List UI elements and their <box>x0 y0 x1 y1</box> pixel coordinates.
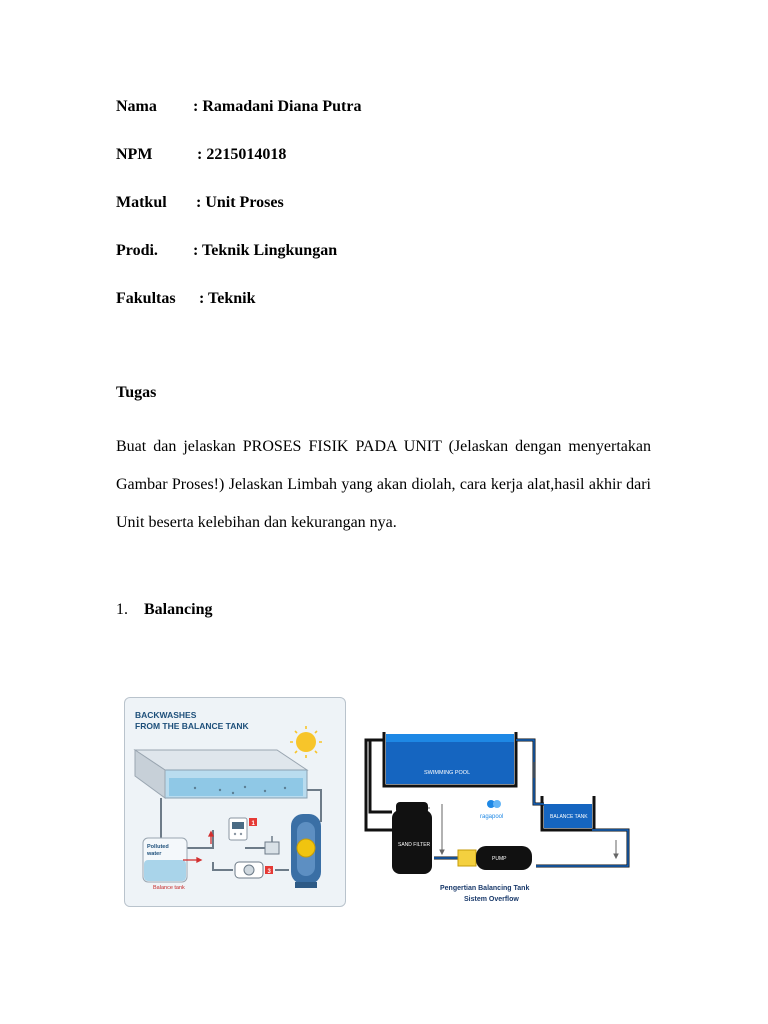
name-value: : Ramadani Diana Putra <box>193 98 362 115</box>
figure1-title-line2: FROM THE BALANCE TANK <box>135 721 249 731</box>
polluted-water-label-1: Polluted <box>147 844 169 850</box>
svg-text:3: 3 <box>267 869 271 875</box>
polluted-water-label-2: water <box>147 851 162 857</box>
valve-icon <box>265 836 279 854</box>
prodi-label: Prodi. <box>116 242 158 259</box>
pump-icon <box>235 862 263 878</box>
section-1-number: 1. <box>116 601 128 618</box>
fakultas-row <box>116 289 255 309</box>
badge-3 <box>265 866 273 875</box>
npm-value: : 2215014018 <box>197 146 287 163</box>
npm-row <box>116 145 286 165</box>
prodi-value: : Teknik Lingkungan <box>193 242 338 259</box>
svg-text:1: 1 <box>251 821 255 827</box>
task-heading: Tugas <box>116 384 157 401</box>
sand-filter-icon <box>392 802 432 874</box>
pool-illustration <box>135 750 307 798</box>
ragapool-logo <box>480 800 503 820</box>
logo-text: ragapool <box>480 814 504 820</box>
fakultas-value: : Teknik <box>199 290 256 307</box>
prodi-row <box>116 241 337 261</box>
matkul-row <box>116 193 284 213</box>
npm-label: NPM <box>116 146 153 163</box>
balance-tank-icon <box>542 796 594 830</box>
swimming-pool-icon <box>384 732 516 786</box>
section-1-heading <box>116 601 212 619</box>
figure-backwash-balance-tank <box>124 697 346 907</box>
figure-balancing-tank-overflow <box>358 730 640 912</box>
pump-label: PUMP <box>492 856 507 862</box>
fakultas-label: Fakultas <box>116 290 176 307</box>
section-1-title: Balancing <box>144 601 213 618</box>
matkul-label: Matkul <box>116 194 167 211</box>
name-row <box>116 97 361 117</box>
balance-tank-caption: Balance tank <box>153 885 185 891</box>
figure2-caption-line1: Pengertian Balancing Tank <box>440 885 530 892</box>
control-panel-icon <box>229 818 247 840</box>
swimming-pool-label: SWIMMING POOL <box>424 770 471 776</box>
sun-icon <box>290 726 322 758</box>
figure1-title-line1: BACKWASHES <box>135 710 197 720</box>
sand-filter-icon <box>291 814 321 888</box>
overflow-diagram <box>358 730 640 912</box>
backwash-diagram <box>125 698 345 906</box>
name-label: Nama <box>116 98 157 115</box>
balance-tank-label: BALANCE TANK <box>550 814 588 820</box>
badge-1 <box>249 818 257 827</box>
matkul-value: : Unit Proses <box>196 194 284 211</box>
task-body: Buat dan jelaskan PROSES FISIK PADA UNIT (Jelaskan dengan menyertakan Gambar Proses!) Jelaskan Limbah yang akan diolah, cara kerja alat,hasil akhir dari Unit beserta kelebihan dan kekurangan nya. <box>116 438 651 531</box>
sand-filter-label: SAND FILTER <box>398 842 431 848</box>
figure2-caption-line2: Sistem Overflow <box>464 896 519 903</box>
